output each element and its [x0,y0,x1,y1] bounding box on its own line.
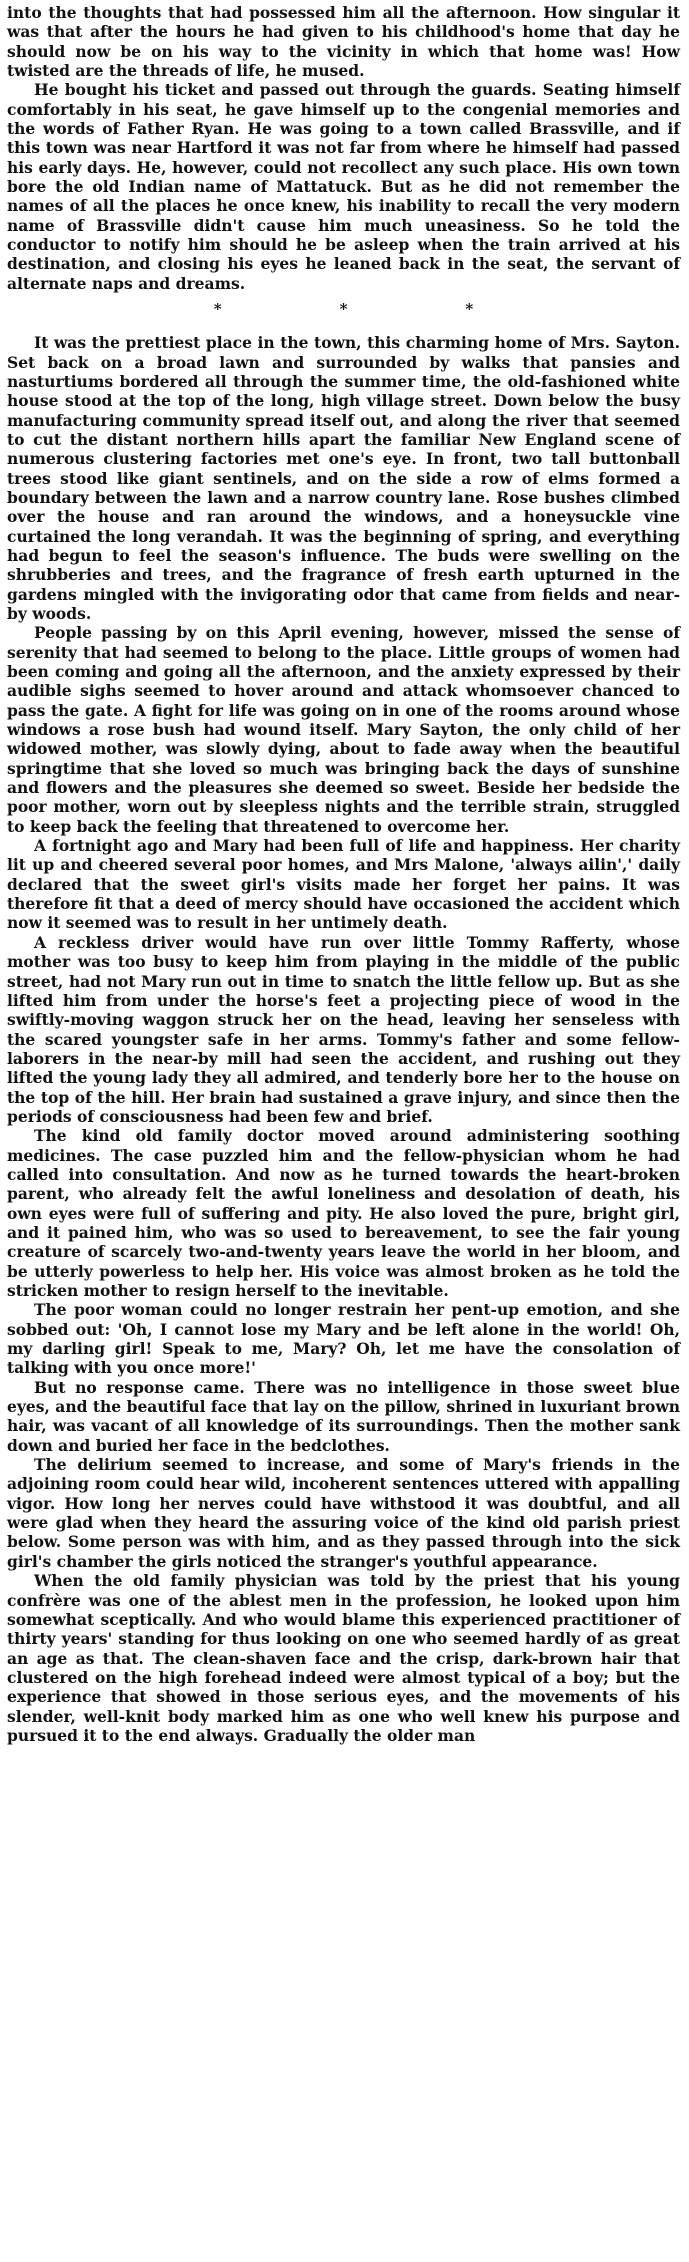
article-paragraph: It was the prettiest place in the town, this charming home of Mrs. Sayton. Set back on a broad lawn and surrounded by walks that pansies and nasturtiums bordered all through the summer time, the old-fashioned white house stood at the top of the long, high village street. Down below the busy manufacturing community spread itself out, and along the river that seemed to cut the distant northern hills apart the familiar New England scene of numerous clustering factories met one's eye. In front, two tall buttonball trees stood like giant sentinels, and on the side a row of elms formed a boundary between the lawn and a narrow country lane. Rose bushes climbed over the house and ran around the windows, and a honeysuckle vine curtained the long verandah. It was the beginning of spring, and everything had begun to feel the season's influence. The buds were swelling on the shrubberies and trees, and the fragrance of fresh earth upturned in the gardens mingled with the invigorating odor that came from fields and near-by woods. [7,333,680,623]
article-paragraph: into the thoughts that had possessed him all the afternoon. How singular it was that after the hours he had given to his childhood's home that day he should now be on his way to the vicinity in which that home was! How twisted are the threads of life, he mused. [7,3,680,81]
asterisk-ornament: * [465,300,474,319]
asterisk-ornament: * [339,300,348,319]
article-paragraph: He bought his ticket and passed out through the guards. Seating himself comfortably in his seat, he gave himself up to the congenial memories and the words of Father Ryan. He was going to a town called Brassville, and if this town was near Hartford it was not far from where he himself had passed his early days. He, however, could not recollect any such place. His own town bore the old Indian name of Mattatuck. But as he did not remember the names of all the places he once knew, his inability to recall the very modern name of Brassville didn't cause him much uneasiness. So he told the conductor to notify him should he be asleep when the train arrived at his destination, and closing his eyes he leaned back in the seat, the servant of alternate naps and dreams. [7,80,680,293]
section-break [7,300,680,318]
article-paragraph: But no response came. There was no intelligence in those sweet blue eyes, and the beautiful face that lay on the pillow, shrined in luxuriant brown hair, was vacant of all knowledge of its surroundings. Then the mother sank down and buried her face in the bedclothes. [7,1377,680,1455]
article-paragraph: The kind old family doctor moved around administering soothing medicines. The case puzzled him and the fellow-physician whom he had called into consultation. And now as he turned towards the heart-broken parent, who already felt the awful loneliness and desolation of death, his own eyes were full of suffering and pity. He also loved the pure, bright girl, and it pained him, who was so used to bereavement, to see the fair young creature of scarcely two-and-twenty years leave the world in her bloom, and be utterly powerless to help her. His voice was almost broken as he told the stricken mother to resign herself to the inevitable. [7,1126,680,1300]
article-paragraph: People passing by on this April evening, however, missed the sense of serenity that had seemed to belong to the place. Little groups of women had been coming and going all the afternoon, and the anxiety expressed by their audible sighs seemed to hover around and attack whomsoever chanced to pass the gate. A fight for life was going on in one of the rooms around whose windows a rose bush had wound itself. Mary Sayton, the only child of her widowed mother, was slowly dying, about to fade away when the beautiful springtime that she loved so much was bringing back the days of sunshine and flowers and the pleasures she deemed so sweet. Beside her bedside the poor mother, worn out by sleepless nights and the terrible strain, struggled to keep back the feeling that threatened to overcome her. [7,623,680,836]
article-paragraph: The delirium seemed to increase, and some of Mary's friends in the adjoining room could hear wild, incoherent sentences uttered with appalling vigor. How long her nerves could have withstood it was doubtful, and all were glad when they heard the assuring voice of the kind old parish priest below. Some person was with him, and as they passed through into the sick girl's chamber the girls noticed the stranger's youthful appearance. [7,1455,680,1571]
asterisk-ornament: * [213,300,222,319]
article-paragraph: A reckless driver would have run over little Tommy Rafferty, whose mother was too busy to keep him from playing in the middle of the public street, had not Mary run out in time to snatch the little fellow up. But as she lifted him from under the horse's feet a projecting piece of wood in the swiftly-moving waggon struck her on the head, leaving her senseless with the scared youngster safe in her arms. Tommy's father and some fellow-laborers in the near-by mill had seen the accident, and rushing out they lifted the young lady they all admired, and tenderly bore her to the house on the top of the hill. Her brain had sustained a grave injury, and since then the periods of consciousness had been few and brief. [7,932,680,1126]
article-paragraph: A fortnight ago and Mary had been full of life and happiness. Her charity lit up and cheered several poor homes, and Mrs Malone, 'always ailin',' daily declared that the sweet girl's visits made her forget her pains. It was therefore fit that a deed of mercy should have occasioned the accident which now it seemed was to result in her untimely death. [7,836,680,933]
article-paragraph: The poor woman could no longer restrain her pent-up emotion, and she sobbed out: 'Oh, I cannot lose my Mary and be left alone in the world! Oh, my darling girl! Speak to me, Mary? Oh, let me have the consolation of talking with you once more!' [7,1300,680,1378]
article-paragraph: When the old family physician was told by the priest that his young confrère was one of the ablest men in the profession, he looked upon him somewhat sceptically. And who would blame this experienced practitioner of thirty years' standing for thus looking on one who seemed hardly of as great an age as that. The clean-shaven face and the crisp, dark-brown hair that clustered on the high forehead indeed were almost typical of a boy; but the experience that showed in those serious eyes, and the movements of his slender, well-knit body marked him as one who well knew his purpose and pursued it to the end always. Gradually the older man [7,1571,680,1745]
